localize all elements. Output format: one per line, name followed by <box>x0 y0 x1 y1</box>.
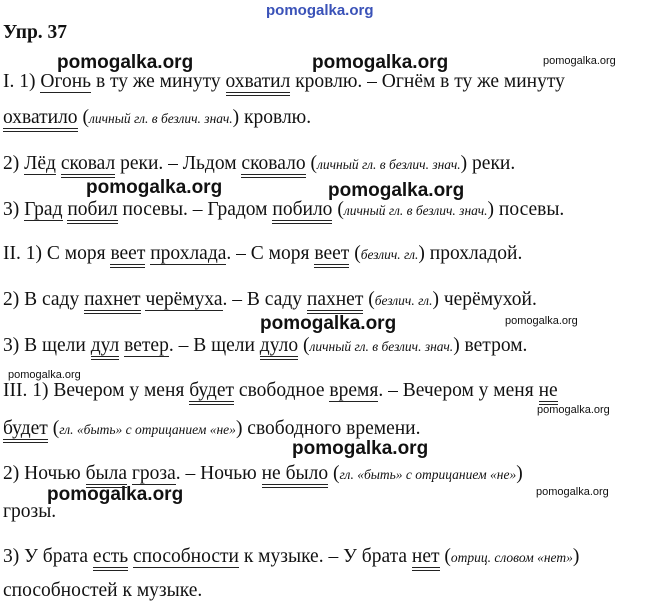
section-number: III. <box>3 380 28 401</box>
predicate-word: будет <box>189 380 234 405</box>
text-line <box>3 580 202 602</box>
text-line <box>3 463 523 486</box>
predicate-word: побило <box>272 199 332 224</box>
predicate-word: пахнет <box>84 289 140 314</box>
grammar-note: личный гл. в безлич. знач. <box>316 157 461 172</box>
plain-text: ) свободного времени. <box>235 418 421 439</box>
plain-text: ( <box>302 335 310 356</box>
grammar-note: личный гл. в безлич. знач. <box>88 111 233 126</box>
predicate-word: сковало <box>241 153 305 178</box>
plain-text: грозы. <box>3 501 57 522</box>
text-line <box>3 501 56 523</box>
item-number: 2) <box>3 153 20 174</box>
predicate-word: охватил <box>226 71 291 96</box>
item-number: 2) Ночью <box>3 463 81 484</box>
subject-word: ветер <box>124 335 169 356</box>
predicate-word: есть <box>93 546 128 571</box>
text-line <box>3 418 421 441</box>
watermark: pomogalka.org <box>260 313 397 334</box>
text-line <box>3 380 558 402</box>
item-number: 1) Вечером у меня <box>32 380 185 401</box>
watermark: pomogalka.org <box>328 180 465 201</box>
subject-word: Лёд <box>24 153 56 174</box>
text-line <box>3 546 579 569</box>
watermark: pomogalka.org <box>86 177 223 198</box>
plain-text: . – Вечером у меня <box>378 380 534 401</box>
grammar-note: личный гл. в безлич. знач. <box>343 203 488 218</box>
text-line <box>3 243 522 266</box>
grammar-note: личный гл. в безлич. знач. <box>309 339 454 354</box>
plain-text: ( <box>52 418 60 439</box>
plain-text: ( <box>310 153 317 174</box>
watermark-top: pomogalka.org <box>266 2 374 19</box>
plain-text: ) прохладой. <box>418 243 523 264</box>
plain-text: ) кровлю. <box>232 107 312 128</box>
predicate-word: побил <box>67 199 117 224</box>
predicate-word: дуло <box>260 335 298 360</box>
predicate-word: пахнет <box>307 289 363 314</box>
text-line <box>3 199 564 222</box>
grammar-note: гл. «быть» с отрицанием «не» <box>59 422 236 437</box>
watermark: pomogalka.org <box>8 369 81 381</box>
watermark: pomogalka.org <box>505 315 578 327</box>
text-line <box>3 153 515 176</box>
plain-text: ( <box>82 107 89 128</box>
plain-text: посевы. – Градом <box>122 199 268 220</box>
plain-text: ) реки. <box>460 153 516 174</box>
plain-text: к музыке. – У брата <box>243 546 408 567</box>
subject-word: прохлада <box>150 243 227 264</box>
watermark: pomogalka.org <box>57 52 194 73</box>
grammar-note: гл. «быть» с отрицанием «не» <box>339 467 517 482</box>
watermark: pomogalka.org <box>312 52 449 73</box>
text-line <box>3 335 527 358</box>
plain-text: . – В щели <box>168 335 255 356</box>
plain-text: кровлю. – Огнём в ту же минуту <box>295 71 565 92</box>
predicate-word: охватило <box>3 107 78 132</box>
section-number: I. <box>3 71 15 92</box>
subject-word: Град <box>24 199 63 220</box>
item-number: 3) <box>3 199 20 220</box>
text-line <box>3 107 311 130</box>
plain-text: . – С моря <box>226 243 310 264</box>
item-number: 1) С моря <box>25 243 106 264</box>
text-line <box>3 71 565 93</box>
subject-word: способности <box>133 546 239 567</box>
grammar-note: безлич. гл. <box>374 293 433 308</box>
plain-text: ( <box>444 546 451 567</box>
plain-text: . – Ночью <box>175 463 257 484</box>
predicate-word: будет <box>3 418 48 443</box>
plain-text: . – В саду <box>222 289 303 310</box>
plain-text: в ту же минуту <box>95 71 221 92</box>
plain-text: ( <box>332 463 340 484</box>
predicate-word: веет <box>314 243 349 268</box>
predicate-word: не <box>539 380 558 405</box>
watermark: pomogalka.org <box>47 484 184 505</box>
grammar-note: безлич. гл. <box>360 247 419 262</box>
plain-text: ( <box>368 289 375 310</box>
item-number: 1) <box>19 71 36 92</box>
predicate-word: дул <box>91 335 120 360</box>
text-line <box>3 289 537 312</box>
plain-text: способностей к музыке. <box>3 580 203 601</box>
subject-word: гроза <box>131 463 176 484</box>
predicate-word: была <box>86 463 127 488</box>
subject-word: черёмуха <box>145 289 223 310</box>
plain-text: реки. – Льдом <box>120 153 237 174</box>
grammar-note: отриц. словом «нет» <box>450 550 573 565</box>
plain-text: ( <box>337 199 344 220</box>
page-title: Упр. 37 <box>3 22 68 43</box>
plain-text: свободное <box>238 380 325 401</box>
watermark: pomogalka.org <box>543 55 616 67</box>
plain-text: ) ветром. <box>453 335 528 356</box>
item-number: 3) В щели <box>3 335 86 356</box>
watermark: pomogalka.org <box>537 404 610 416</box>
subject-word: время <box>329 380 379 401</box>
watermark: pomogalka.org <box>536 486 609 498</box>
predicate-word: сковал <box>61 153 115 178</box>
section-number: II. <box>3 243 21 264</box>
predicate-word: веет <box>110 243 145 268</box>
plain-text: ) посевы. <box>487 199 565 220</box>
item-number: 2) В саду <box>3 289 80 310</box>
predicate-word: не было <box>262 463 328 488</box>
subject-word: Огонь <box>40 71 92 92</box>
watermark: pomogalka.org <box>292 438 429 459</box>
plain-text: ( <box>354 243 361 264</box>
item-number: 3) У брата <box>3 546 89 567</box>
plain-text: ) черёмухой. <box>432 289 537 310</box>
predicate-word: нет <box>412 546 440 571</box>
plain-text: ) <box>572 546 580 567</box>
plain-text: ) <box>516 463 523 484</box>
